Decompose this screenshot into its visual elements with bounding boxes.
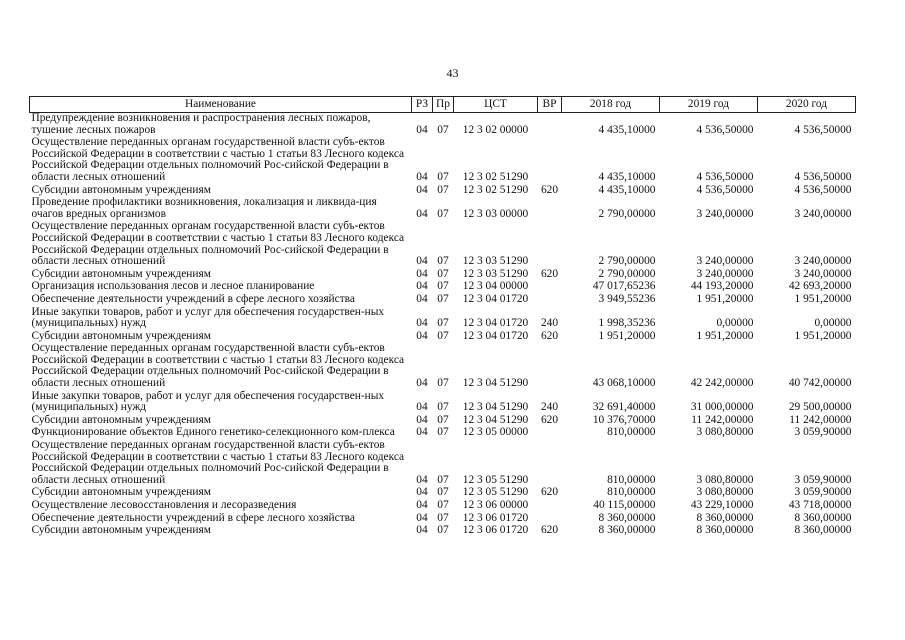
row-pr: 07 [437, 292, 449, 305]
row-2020: 29 500,00000 [788, 401, 852, 414]
row-rz: 04 [416, 511, 428, 524]
row-rz: 04 [416, 207, 428, 220]
row-vr [538, 113, 562, 138]
row-cst: 12 3 04 51290 [462, 401, 529, 414]
row-2019: 11 242,00000 [691, 413, 754, 426]
row-cst: 12 3 06 01720 [462, 524, 529, 537]
row-pr: 07 [437, 207, 449, 220]
row-2019: 44 193,20000 [690, 280, 754, 293]
row-2018: 47 017,65236 [592, 280, 656, 293]
row-cst: 12 3 02 00000 [462, 123, 529, 136]
row-cst: 12 3 05 00000 [462, 426, 529, 439]
row-2019: 8 360,00000 [696, 511, 754, 524]
row-pr: 07 [437, 317, 449, 330]
row-2019: 3 240,00000 [696, 207, 754, 220]
table-row [30, 221, 856, 268]
row-2018: 2 790,00000 [598, 207, 656, 220]
row-cst: 12 3 03 00000 [462, 207, 529, 220]
row-rz: 04 [416, 499, 428, 511]
header-rz: РЗ [412, 97, 433, 113]
row-cst: 12 3 04 01720 [462, 292, 529, 305]
table-row [30, 343, 856, 390]
row-cst: 12 3 03 51290 [462, 267, 529, 280]
row-vr [538, 427, 562, 440]
row-rz: 04 [416, 317, 428, 330]
table-row [30, 391, 856, 415]
row-2019: 3 240,00000 [696, 267, 754, 280]
row-2019: 8 360,00000 [696, 524, 754, 537]
table-row [30, 294, 856, 307]
row-vr [538, 343, 562, 390]
row-rz: 04 [416, 183, 428, 196]
row-2020: 40 742,00000 [788, 377, 852, 390]
row-2018: 810,00000 [607, 473, 656, 486]
row-vr: 620 [540, 413, 559, 426]
row-2020: 8 360,00000 [794, 511, 852, 524]
row-name: Осуществление переданных органам государственной власти субъ-ектов Российской Федерации в соответствии с частью 1 статьи 83 Лесного кодекса Российской Федерации отдельных полномочий Рос-сийской Федерации в области лесных отношений [31, 220, 405, 268]
header-vr: ВР [538, 97, 562, 113]
row-pr: 07 [437, 413, 449, 426]
row-rz: 04 [416, 267, 428, 280]
row-cst: 12 3 02 51290 [462, 170, 529, 183]
page-number: 43 [446, 66, 459, 80]
row-2019: 42 242,00000 [690, 377, 754, 390]
row-2018: 8 360,00000 [598, 511, 656, 524]
row-cst: 12 3 04 51290 [462, 377, 529, 390]
row-2019: 3 080,80000 [696, 473, 754, 486]
header-cst: ЦСТ [454, 97, 538, 113]
row-name: Субсидии автономным учреждениям [31, 486, 211, 499]
row-pr: 07 [437, 123, 449, 136]
row-vr [538, 440, 562, 487]
row-rz: 04 [416, 524, 428, 537]
row-vr [538, 197, 562, 221]
row-2019: 0,00000 [716, 317, 754, 330]
row-name: Осуществление переданных органам государственной власти субъ-ектов Российской Федерации в соответствии с частью 1 статьи 83 Лесного кодекса Российской Федерации отдельных полномочий Рос-сийской Федерации в области лесных отношений [31, 342, 405, 390]
row-pr: 07 [437, 511, 449, 524]
table-row [30, 113, 856, 138]
row-2019: 4 536,50000 [696, 170, 754, 183]
row-2019: 4 536,50000 [696, 123, 754, 136]
row-2018: 8 360,00000 [598, 524, 656, 537]
row-2020: 11 242,00000 [789, 413, 852, 426]
row-vr: 620 [540, 524, 559, 537]
row-rz: 04 [416, 255, 428, 268]
row-2018: 1 998,35236 [598, 317, 656, 330]
row-pr: 07 [437, 280, 449, 293]
row-rz: 04 [416, 401, 428, 414]
row-name: Субсидии автономным учреждениям [31, 267, 211, 280]
row-vr: 620 [540, 329, 559, 342]
header-2019: 2019 год [660, 97, 758, 113]
row-vr [538, 137, 562, 184]
row-cst: 12 3 04 01720 [462, 317, 529, 330]
row-rz: 04 [416, 426, 428, 439]
budget-table [29, 96, 856, 538]
header-pr: Пр [433, 97, 454, 113]
row-2020: 42 693,20000 [788, 280, 852, 293]
row-rz: 04 [416, 329, 428, 342]
row-name: Субсидии автономным учреждениям [31, 183, 211, 196]
row-cst: 12 3 05 51290 [462, 486, 529, 499]
row-2020: 3 240,00000 [794, 207, 852, 220]
row-cst: 12 3 02 51290 [462, 183, 529, 196]
row-pr: 07 [437, 267, 449, 280]
row-2020: 1 951,20000 [794, 329, 852, 342]
row-2020: 43 718,00000 [788, 499, 852, 511]
row-name: Обеспечение деятельности учреждений в сфере лесного хозяйства [31, 292, 355, 305]
table-row [30, 525, 856, 538]
row-rz: 04 [416, 280, 428, 293]
row-vr [538, 294, 562, 307]
row-vr [538, 221, 562, 268]
row-2018: 40 115,00000 [593, 499, 656, 511]
header-2018: 2018 год [562, 97, 660, 113]
header-name: Наименование [30, 97, 412, 113]
row-2018: 3 949,55236 [598, 292, 656, 305]
row-2020: 4 536,50000 [794, 170, 852, 183]
row-vr: 620 [540, 267, 559, 280]
row-pr: 07 [437, 401, 449, 414]
row-cst: 12 3 06 00000 [462, 499, 529, 511]
row-2019: 31 000,00000 [690, 401, 754, 414]
row-rz: 04 [416, 473, 428, 486]
row-pr: 07 [437, 377, 449, 390]
table-body [30, 113, 856, 538]
row-cst: 12 3 05 51290 [462, 473, 529, 486]
row-2018: 1 951,20000 [598, 329, 656, 342]
row-2018: 2 790,00000 [598, 267, 656, 280]
row-rz: 04 [416, 413, 428, 426]
row-vr: 240 [540, 401, 559, 414]
row-name: Предупреждение возникновения и распространения лесных пожаров, тушение лесных пожаров [31, 112, 371, 136]
table-row [30, 500, 856, 513]
row-name: Иные закупки товаров, работ и услуг для обеспечения государствен-ных (муниципальных) нужд [31, 389, 385, 414]
row-2019: 43 229,10000 [690, 499, 754, 511]
row-pr: 07 [437, 486, 449, 499]
row-2018: 810,00000 [607, 486, 656, 499]
row-name: Субсидии автономным учреждениям [31, 524, 211, 537]
row-2019: 1 951,20000 [696, 329, 754, 342]
row-pr: 07 [437, 426, 449, 439]
row-2019: 1 951,20000 [696, 292, 754, 305]
row-name: Субсидии автономным учреждениям [31, 329, 211, 342]
header-2020: 2020 год [758, 97, 856, 113]
row-name: Осуществление переданных органам государственной власти субъ-ектов Российской Федерации в соответствии с частью 1 статьи 83 Лесного кодекса Российской Федерации отдельных полномочий Рос-сийской Федерации в области лесных отношений [31, 136, 405, 183]
row-cst: 12 3 04 01720 [462, 329, 529, 342]
row-vr: 620 [540, 486, 559, 499]
row-2020: 3 240,00000 [794, 267, 852, 280]
row-2019: 3 080,80000 [696, 486, 754, 499]
row-rz: 04 [416, 170, 428, 183]
row-rz: 04 [416, 292, 428, 305]
row-name: Иные закупки товаров, работ и услуг для обеспечения государствен-ных (муниципальных) нужд [31, 305, 385, 330]
row-2018: 810,00000 [607, 426, 656, 439]
table-row [30, 197, 856, 221]
row-rz: 04 [416, 486, 428, 499]
row-2018: 10 376,70000 [592, 413, 656, 426]
row-2018: 32 691,40000 [592, 401, 656, 414]
row-2020: 4 536,50000 [794, 183, 852, 196]
row-rz: 04 [416, 377, 428, 390]
row-2020: 1 951,20000 [794, 292, 852, 305]
row-name: Осуществление лесовосстановления и лесоразведения [31, 499, 297, 511]
table-row [30, 307, 856, 331]
row-2020: 8 360,00000 [794, 524, 852, 537]
row-2020: 3 240,00000 [794, 255, 852, 268]
row-pr: 07 [437, 170, 449, 183]
row-2019: 4 536,50000 [696, 183, 754, 196]
row-cst: 12 3 06 01720 [462, 511, 529, 524]
row-vr [538, 281, 562, 294]
row-name: Субсидии автономным учреждениям [31, 413, 211, 426]
row-vr: 620 [540, 183, 559, 196]
row-2020: 3 059,90000 [794, 473, 852, 486]
row-name: Организация использования лесов и лесное планирование [31, 280, 315, 293]
row-vr [538, 500, 562, 513]
row-cst: 12 3 04 00000 [462, 280, 529, 293]
row-vr: 240 [540, 317, 559, 330]
row-2018: 4 435,10000 [598, 183, 656, 196]
row-2018: 4 435,10000 [598, 170, 656, 183]
row-2018: 2 790,00000 [598, 255, 656, 268]
row-name: Обеспечение деятельности учреждений в сфере лесного хозяйства [31, 511, 355, 524]
row-2018: 43 068,10000 [592, 377, 656, 390]
row-2020: 4 536,50000 [794, 123, 852, 136]
table-row [30, 440, 856, 487]
row-2019: 3 240,00000 [696, 255, 754, 268]
row-cst: 12 3 04 51290 [462, 413, 529, 426]
row-pr: 07 [437, 524, 449, 537]
row-2020: 3 059,90000 [794, 426, 852, 439]
row-2018: 4 435,10000 [598, 123, 656, 136]
row-2019: 3 080,80000 [696, 426, 754, 439]
row-pr: 07 [437, 499, 449, 511]
row-pr: 07 [437, 183, 449, 196]
row-name: Функционирование объектов Единого генетико-селекционного ком-плекса [31, 426, 395, 439]
row-2020: 3 059,90000 [794, 486, 852, 499]
row-name: Осуществление переданных органам государственной власти субъ-ектов Российской Федерации в соответствии с частью 1 статьи 83 Лесного кодекса Российской Федерации отдельных полномочий Рос-сийской Федерации в области лесных отношений [31, 439, 405, 486]
row-pr: 07 [437, 255, 449, 268]
row-pr: 07 [437, 329, 449, 342]
row-2020: 0,00000 [814, 317, 852, 330]
row-rz: 04 [416, 123, 428, 136]
row-pr: 07 [437, 473, 449, 486]
row-cst: 12 3 03 51290 [462, 255, 529, 268]
table-header-row [30, 97, 856, 113]
row-name: Проведение профилактики возникновения, локализация и ликвида-ция очагов вредных организмов [31, 196, 377, 220]
table-row [30, 137, 856, 184]
